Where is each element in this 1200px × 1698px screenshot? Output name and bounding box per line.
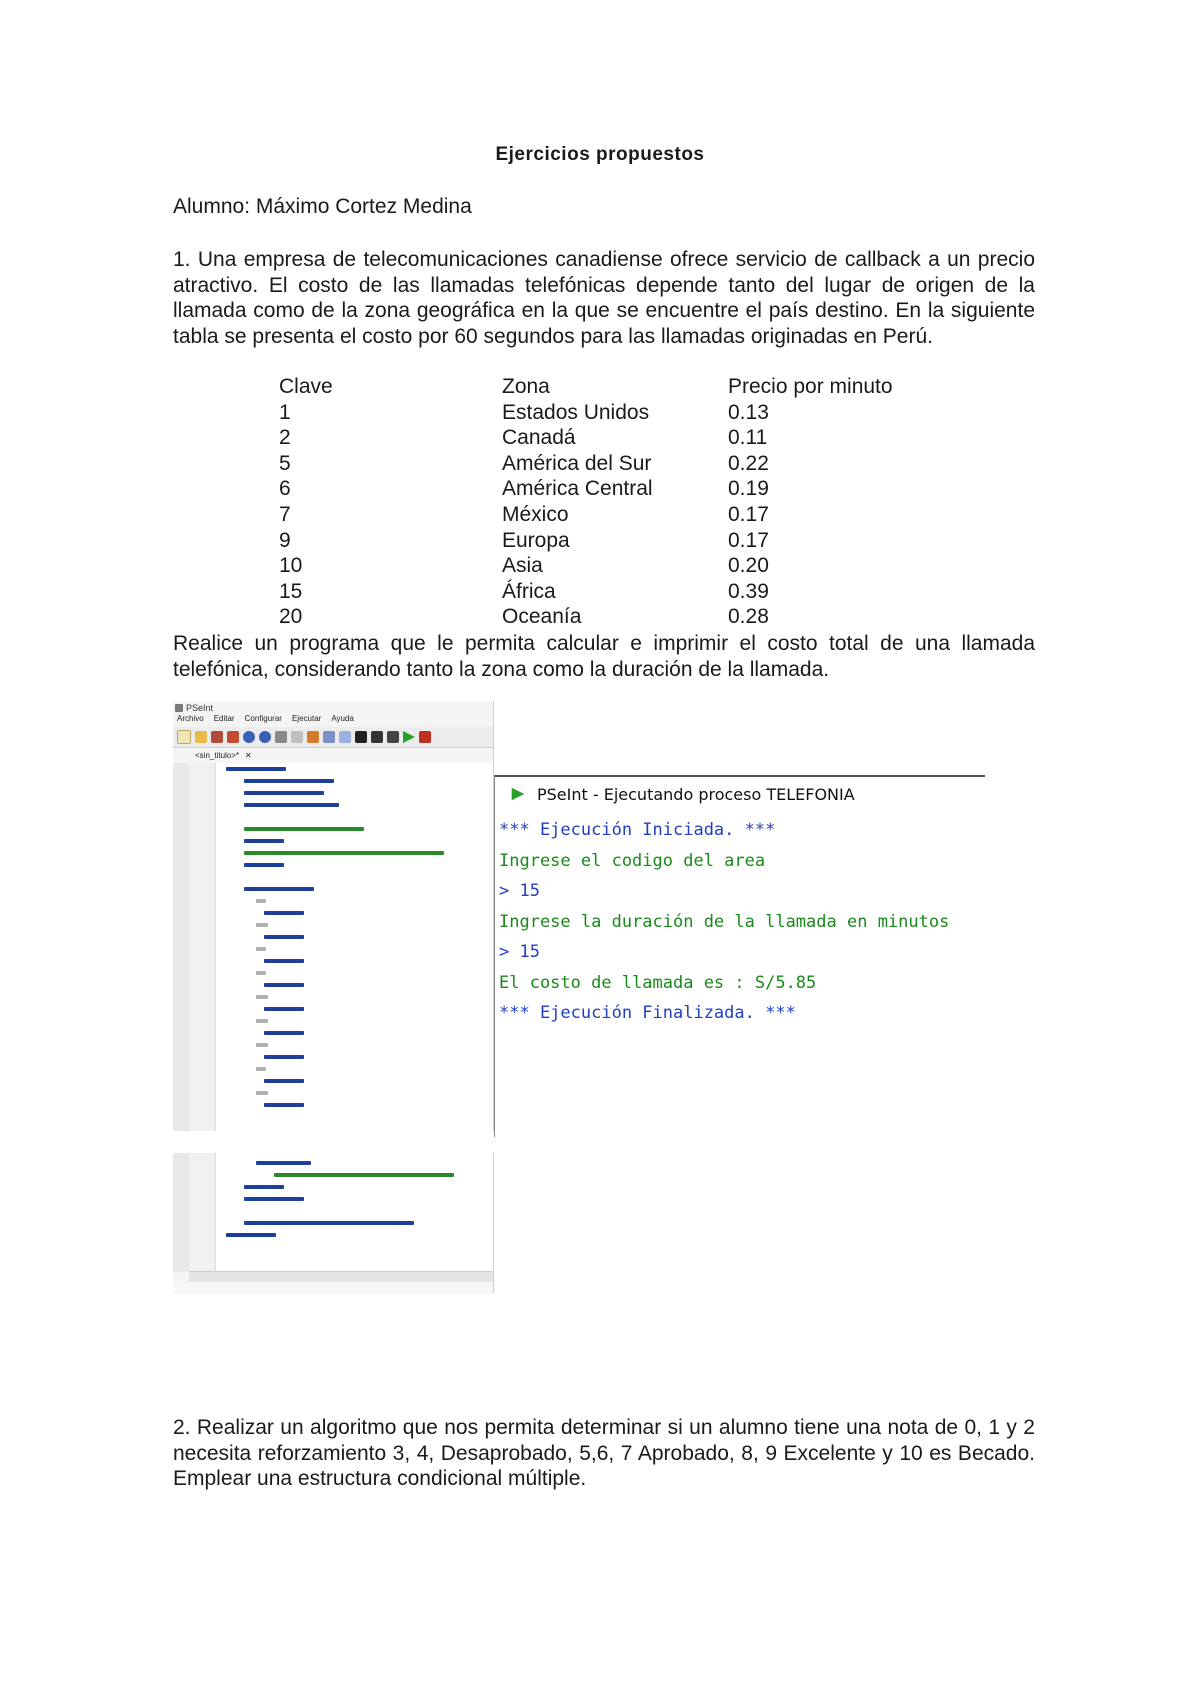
code-line [244, 887, 314, 891]
code-line [226, 767, 286, 771]
rate-precio: 0.17 [728, 502, 769, 526]
open-file-icon[interactable] [195, 731, 207, 743]
editor-body-bottom [173, 1153, 493, 1272]
rate-precio: 0.39 [728, 579, 769, 603]
code-line [256, 899, 266, 903]
menu-archivo[interactable]: Archivo [177, 714, 204, 723]
code-line [244, 803, 339, 807]
rate-zona: México [502, 502, 569, 526]
editor-status-bar [173, 1282, 493, 1294]
code-line [226, 1233, 276, 1237]
copy-icon[interactable] [291, 731, 303, 743]
console-title: PSeInt - Ejecutando proceso TELEFONIA [537, 784, 855, 804]
code-line [256, 923, 268, 927]
code-line [264, 1103, 304, 1107]
code-line [244, 863, 284, 867]
rates-header-row [279, 374, 948, 400]
editor-tab[interactable] [173, 748, 493, 762]
stop-icon[interactable] [419, 731, 431, 743]
code-line [256, 947, 266, 951]
code-line [256, 1067, 266, 1071]
rate-precio: 0.22 [728, 451, 769, 475]
rates-row [279, 553, 948, 579]
flowchart-icon[interactable] [387, 731, 399, 743]
code-line [244, 851, 444, 855]
rate-precio: 0.19 [728, 477, 769, 501]
code-line [244, 779, 334, 783]
rates-row [279, 476, 948, 502]
pseint-logo-icon [175, 704, 183, 712]
rate-zona: Canadá [502, 426, 576, 450]
code-line [264, 935, 304, 939]
code-line [264, 1007, 304, 1011]
console-titlebar [495, 777, 985, 811]
exercise-1-task: Realice un programa que le permita calcular e imprimir el costo total de una llamada telefónica, considerando tanto la zona como la duración de la llamada. [173, 632, 1035, 681]
rate-zona: Europa [502, 528, 570, 552]
rate-clave: 10 [279, 554, 303, 578]
document-title: Ejercicios propuestos [495, 144, 705, 165]
editor-body [173, 763, 493, 1131]
pseint-editor-screenshot [173, 701, 494, 1131]
editor-titlebar [173, 701, 493, 714]
rates-row [279, 451, 948, 477]
undo-icon[interactable] [243, 731, 255, 743]
search-icon[interactable] [339, 731, 351, 743]
console-line: Ingrese la duración de la llamada en minutos [499, 911, 950, 932]
rate-zona: Oceanía [502, 605, 582, 629]
rate-zona: Estados Unidos [502, 400, 650, 424]
header-precio: Precio por minuto [728, 375, 893, 398]
rate-zona: América Central [502, 477, 653, 501]
cut-icon[interactable] [275, 731, 287, 743]
code-line [244, 839, 284, 843]
rates-row [279, 528, 948, 554]
save-icon[interactable] [211, 731, 223, 743]
code-line [244, 827, 364, 831]
code-line [256, 1019, 268, 1023]
horizontal-scrollbar[interactable] [189, 1271, 493, 1282]
student-name: Alumno: Máximo Cortez Medina [173, 195, 472, 218]
new-file-icon[interactable] [177, 730, 191, 744]
rate-clave: 6 [279, 477, 291, 501]
editor-tab-label: <sin_titulo>* [195, 750, 240, 760]
editor-window-title: PSeInt [186, 702, 214, 713]
rate-precio: 0.13 [728, 400, 769, 424]
editor-menubar [173, 714, 493, 727]
rate-clave: 15 [279, 579, 303, 603]
code-line [256, 971, 266, 975]
code-area-bottom[interactable] [216, 1153, 493, 1272]
run-icon[interactable] [403, 731, 415, 743]
menu-ejecutar[interactable]: Ejecutar [291, 714, 322, 723]
pseint-logo-icon [509, 785, 527, 803]
rate-precio: 0.20 [728, 554, 769, 578]
rate-precio: 0.11 [728, 426, 768, 450]
rate-precio: 0.17 [728, 528, 769, 552]
rates-table [279, 374, 948, 630]
rate-zona: América del Sur [502, 451, 652, 475]
code-line [264, 1055, 304, 1059]
code-line [264, 911, 304, 915]
menu-editar[interactable]: Editar [213, 714, 235, 723]
rates-row [279, 425, 948, 451]
rates-row [279, 502, 948, 528]
header-zona: Zona [502, 375, 550, 398]
rate-clave: 1 [279, 400, 291, 424]
code-line [264, 1079, 304, 1083]
line-number-gutter [189, 763, 216, 1131]
editor-toolbar [173, 727, 493, 748]
editor-side-panel [173, 763, 189, 1131]
rate-clave: 9 [279, 528, 291, 552]
debug-icon[interactable] [371, 731, 383, 743]
console-line: *** Ejecución Iniciada. *** [499, 820, 776, 840]
rates-row [279, 400, 948, 426]
redo-icon[interactable] [259, 731, 271, 743]
pseint-console-screenshot [494, 775, 985, 1137]
console-line: *** Ejecución Finalizada. *** [499, 1003, 796, 1023]
code-line [244, 1197, 304, 1201]
console-line: > 15 [499, 881, 540, 901]
exercise-1-intro: 1. Una empresa de telecomunicaciones canadiense ofrece servicio de callback a un precio atractivo. El costo de las llamadas telefónicas depende tanto del lugar de origen de la llamada como de la zona geográfica en la que se encuentre el país destino. En la siguiente tabla se presenta el costo por 60 segundos para las llamadas originadas en Perú. [173, 248, 1035, 348]
rates-row [279, 604, 948, 630]
rate-clave: 2 [279, 426, 291, 450]
rate-zona: Asia [502, 554, 543, 578]
close-tab-icon[interactable]: ✕ [245, 750, 252, 760]
code-line [264, 1031, 304, 1035]
code-line [264, 983, 304, 987]
code-line [244, 1185, 284, 1189]
code-line [256, 995, 268, 999]
step-icon[interactable] [355, 731, 367, 743]
indent-icon[interactable] [323, 731, 335, 743]
menu-ayuda[interactable]: Ayuda [331, 714, 354, 723]
paste-icon[interactable] [307, 731, 319, 743]
console-line: > 15 [499, 942, 540, 962]
header-clave: Clave [279, 375, 333, 398]
code-line [244, 1221, 414, 1225]
console-output [495, 811, 985, 1029]
code-line [274, 1173, 454, 1177]
code-line [256, 1091, 268, 1095]
code-line [256, 1161, 311, 1165]
rates-row [279, 579, 948, 605]
line-number-gutter-bottom [189, 1153, 216, 1272]
code-line [244, 791, 324, 795]
pseint-editor-screenshot-bottom [173, 1153, 494, 1294]
console-line: Ingrese el codigo del area [499, 850, 766, 871]
rate-zona: África [502, 579, 556, 603]
menu-configurar[interactable]: Configurar [244, 714, 282, 723]
rate-clave: 20 [279, 605, 303, 629]
code-line [264, 959, 304, 963]
save-as-icon[interactable] [227, 731, 239, 743]
exercise-2-text: 2. Realizar un algoritmo que nos permita determinar si un alumno tiene una nota de 0, 1 y 2 necesita reforzamiento 3, 4, Desaprobado, 5,6, 7 Aprobado, 8, 9 Excelente y 10 es Becado. Emplear una estructura condicional múltiple. [173, 1416, 1035, 1491]
console-line: El costo de llamada es : S/5.85 [499, 972, 817, 993]
rate-clave: 7 [279, 502, 291, 526]
rate-precio: 0.28 [728, 605, 769, 629]
rate-clave: 5 [279, 451, 291, 475]
code-line [256, 1043, 268, 1047]
code-area[interactable] [216, 763, 493, 1131]
editor-side-panel-bottom [173, 1153, 189, 1272]
